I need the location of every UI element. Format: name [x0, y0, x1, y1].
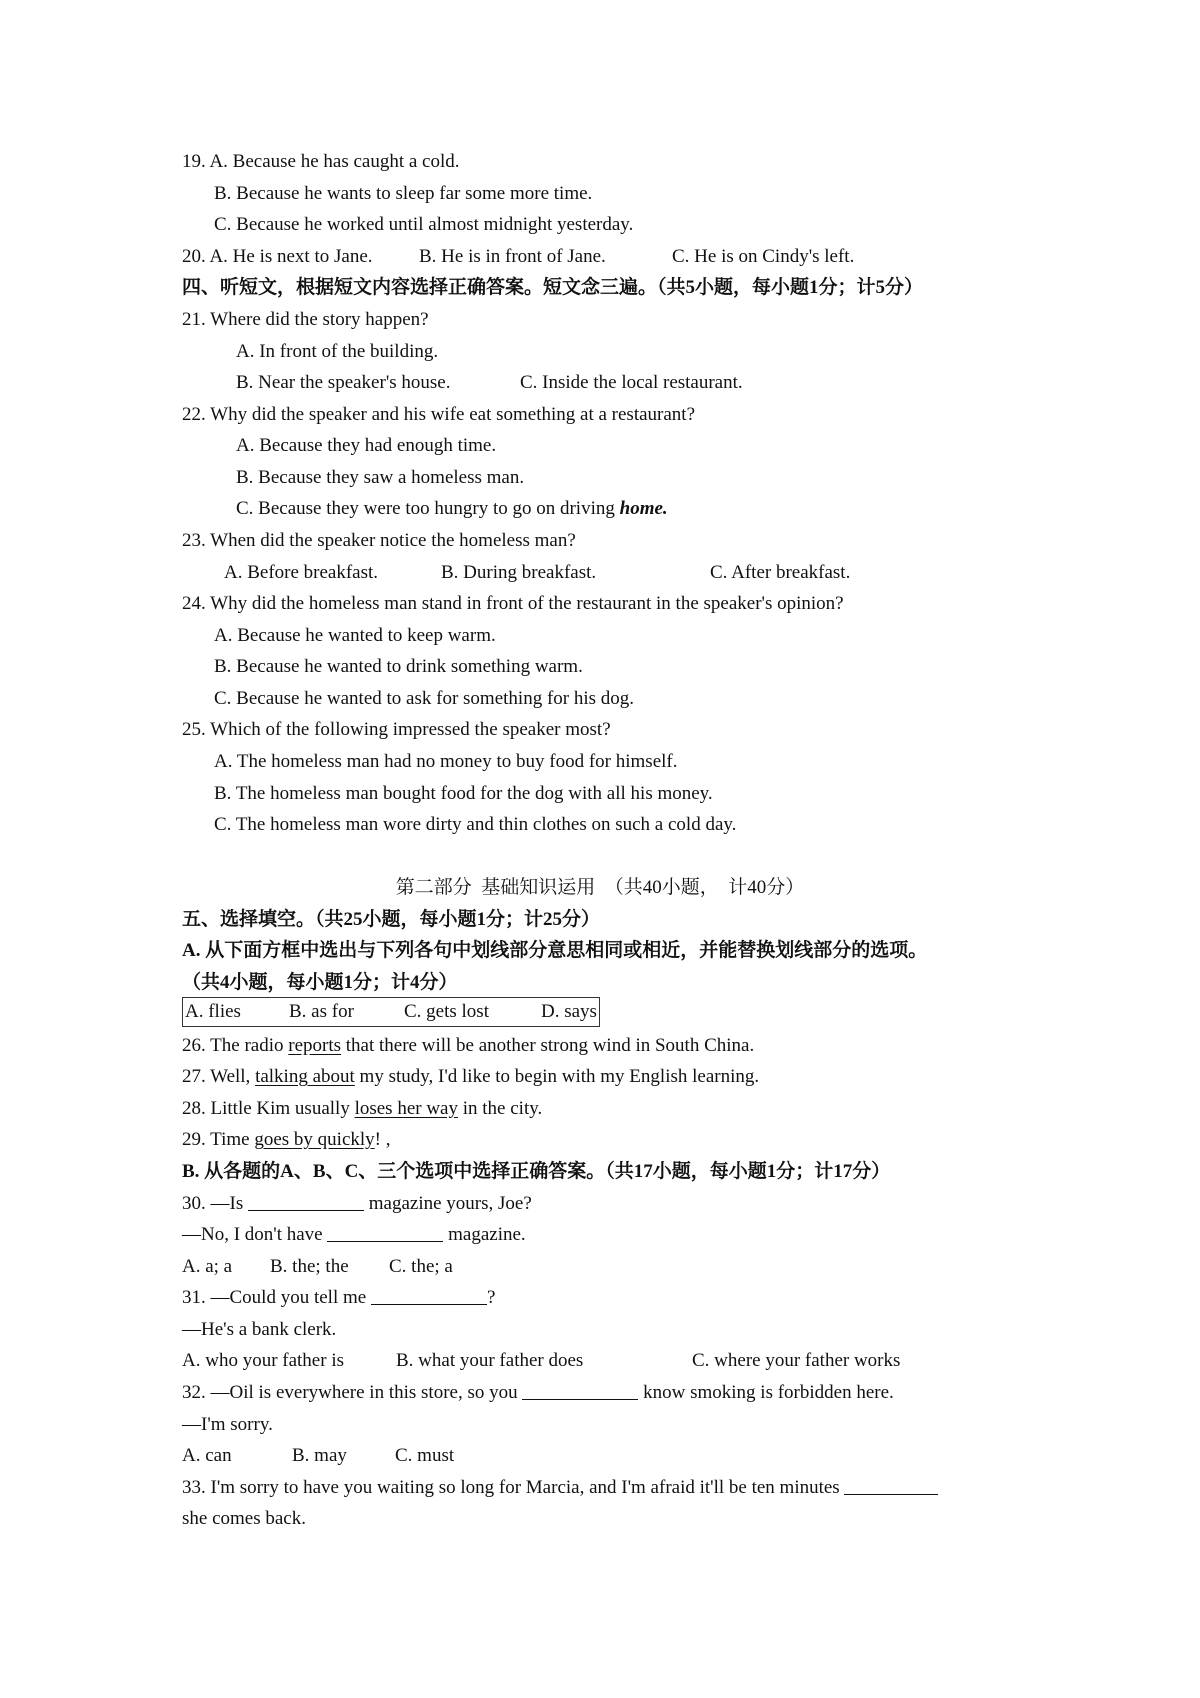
- q24-stem: 24. Why did the homeless man stand in front of the restaurant in the speaker's opinion?: [182, 593, 844, 614]
- q22-option-c-emphasis: home.: [619, 498, 668, 519]
- q19-option-c: C. Because he worked until almost midnight yesterday.: [214, 214, 634, 235]
- q22-option-c-text: C. Because they were too hungry to go on driving: [236, 498, 620, 519]
- section5-heading: 五、选择填空。（共25小题，每小题1分；计25分）: [182, 909, 601, 930]
- q33-line2: she comes back.: [182, 1508, 306, 1529]
- sectionA-heading-line1: A. 从下面方框中选出与下列各句中划线部分意思相同或相近，并能替换划线部分的选项。: [182, 940, 928, 961]
- q19-option-b: B. Because he wants to sleep far some more time.: [214, 183, 593, 204]
- q31-line1: [182, 1282, 495, 1314]
- q29-underlined: goes by quickly: [254, 1129, 375, 1150]
- q28: [182, 1093, 542, 1125]
- q32-line1-text-after: know smoking is forbidden here.: [638, 1382, 894, 1403]
- q33-line1: [182, 1472, 938, 1504]
- q30-line1-text-before: 30. —Is: [182, 1193, 248, 1214]
- q20-option-b: B. He is in front of Jane.: [419, 246, 606, 267]
- q31-line1-text-after: ?: [486, 1287, 496, 1308]
- q32-option-c: C. must: [395, 1445, 455, 1466]
- q22-option-b: B. Because they saw a homeless man.: [236, 467, 525, 488]
- q28-text-before: 28. Little Kim usually: [182, 1098, 355, 1119]
- q31-option-c: C. where your father works: [692, 1350, 901, 1371]
- q31-line1-text-before: 31. —Could you tell me: [182, 1287, 371, 1308]
- q29-text-before: 29. Time: [182, 1129, 255, 1150]
- part2-heading: 第二部分 基础知识运用 （共40小题， 计40分）: [395, 877, 805, 898]
- q32-line2: —I'm sorry.: [182, 1414, 273, 1435]
- q24-option-b: B. Because he wanted to drink something warm.: [214, 656, 583, 677]
- q30-blank-1: [248, 1188, 364, 1211]
- q25-option-a: A. The homeless man had no money to buy food for himself.: [214, 751, 678, 772]
- q30-line2: [182, 1219, 526, 1251]
- q21-option-a: A. In front of the building.: [236, 341, 439, 362]
- q30-line2-text-before: —No, I don't have: [182, 1224, 328, 1245]
- q22-option-a: A. Because they had enough time.: [236, 435, 497, 456]
- q31-blank: [371, 1282, 487, 1305]
- q33-line1-text: 33. I'm sorry to have you waiting so long for Marcia, and I'm afraid it'll be ten minutes: [182, 1477, 845, 1498]
- q30-option-c: C. the; a: [389, 1256, 453, 1277]
- q20-option-a: 20. A. He is next to Jane.: [182, 246, 373, 267]
- q32-line1-text-before: 32. —Oil is everywhere in this store, so you: [182, 1382, 523, 1403]
- q27-text-before: 27. Well,: [182, 1066, 256, 1087]
- q30-line1: [182, 1188, 532, 1220]
- q26: [182, 1030, 754, 1062]
- q30-line1-text-after: magazine yours, Joe?: [363, 1193, 532, 1214]
- q32-blank: [522, 1377, 638, 1400]
- q27-text-after: my study, I'd like to begin with my English learning.: [354, 1066, 760, 1087]
- q26-underlined: reports: [288, 1035, 342, 1056]
- sectionA-heading-line2: （共4小题，每小题1分；计4分）: [182, 972, 458, 993]
- word-choice-box: [182, 997, 600, 1027]
- q33-blank: [844, 1472, 938, 1495]
- q25-option-c: C. The homeless man wore dirty and thin clothes on such a cold day.: [214, 814, 737, 835]
- q29-text-after: ! ,: [374, 1129, 391, 1150]
- q25-stem: 25. Which of the following impressed the speaker most?: [182, 719, 611, 740]
- word-box-option-c: C. gets lost: [404, 1001, 489, 1022]
- q21-option-b: B. Near the speaker's house.: [236, 372, 451, 393]
- q23-option-a: A. Before breakfast.: [224, 562, 379, 583]
- q28-underlined: loses her way: [354, 1098, 458, 1119]
- q32-line1: [182, 1377, 894, 1409]
- q23-option-c: C. After breakfast.: [710, 562, 851, 583]
- q19-option-a: 19. A. Because he has caught a cold.: [182, 151, 460, 172]
- q30-blank-2: [327, 1219, 443, 1242]
- q21-stem: 21. Where did the story happen?: [182, 309, 429, 330]
- q24-option-a: A. Because he wanted to keep warm.: [214, 625, 496, 646]
- q30-option-b: B. the; the: [270, 1256, 349, 1277]
- q26-text-before: 26. The radio: [182, 1035, 289, 1056]
- q25-option-b: B. The homeless man bought food for the dog with all his money.: [214, 783, 713, 804]
- q31-option-a: A. who your father is: [182, 1350, 344, 1371]
- q24-option-c: C. Because he wanted to ask for something for his dog.: [214, 688, 635, 709]
- q30-option-a: A. a; a: [182, 1256, 233, 1277]
- q27: [182, 1061, 759, 1093]
- q20-option-c: C. He is on Cindy's left.: [672, 246, 855, 267]
- q28-text-after: in the city.: [458, 1098, 543, 1119]
- q22-stem: 22. Why did the speaker and his wife eat something at a restaurant?: [182, 404, 696, 425]
- word-box-option-d: D. says: [541, 1001, 597, 1022]
- word-box-option-b: B. as for: [289, 1001, 354, 1022]
- q32-option-b: B. may: [292, 1445, 347, 1466]
- q31-option-b: B. what your father does: [396, 1350, 584, 1371]
- q26-text-after: that there will be another strong wind in South China.: [341, 1035, 755, 1056]
- word-box-option-a: A. flies: [185, 1001, 241, 1022]
- q22-option-c: [236, 493, 668, 525]
- q30-line2-text-after: magazine.: [443, 1224, 526, 1245]
- q27-underlined: talking about: [255, 1066, 355, 1087]
- q23-stem: 23. When did the speaker notice the homeless man?: [182, 530, 576, 551]
- q31-line2: —He's a bank clerk.: [182, 1319, 337, 1340]
- q21-option-c: C. Inside the local restaurant.: [520, 372, 743, 393]
- q29: [182, 1124, 391, 1156]
- q23-option-b: B. During breakfast.: [441, 562, 597, 583]
- q32-option-a: A. can: [182, 1445, 232, 1466]
- section4-heading: 四、听短文，根据短文内容选择正确答案。短文念三遍。（共5小题，每小题1分；计5分）: [182, 277, 924, 298]
- sectionB-heading: B. 从各题的A、B、C、三个选项中选择正确答案。（共17小题，每小题1分；计17分）: [182, 1161, 891, 1182]
